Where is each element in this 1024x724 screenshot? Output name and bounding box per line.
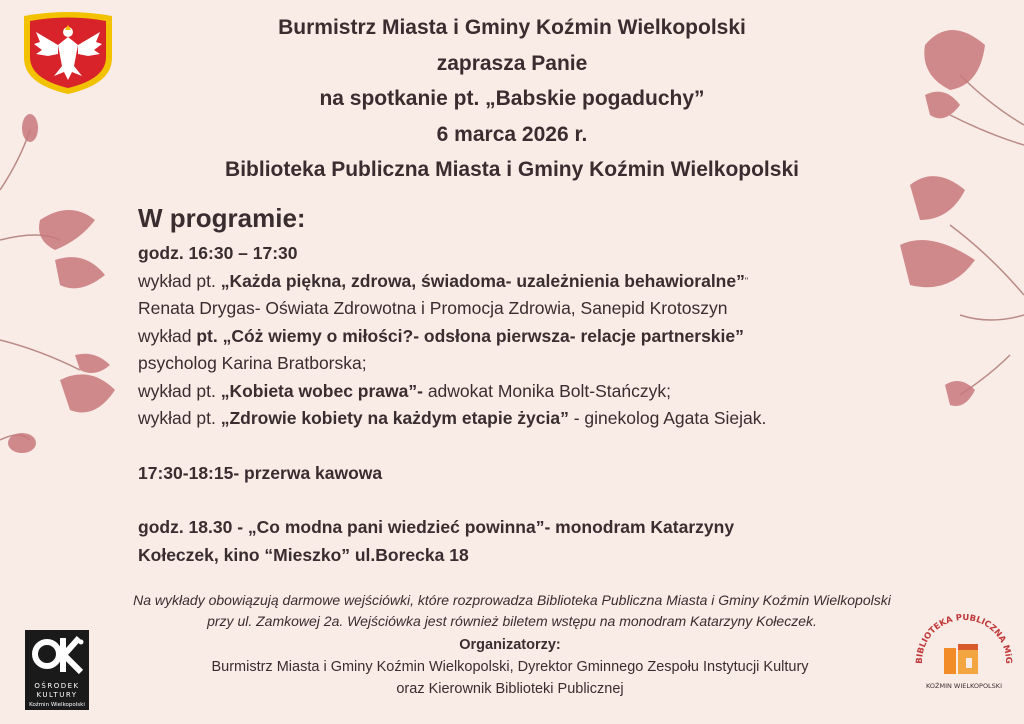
time-label: godz. 16:30 – 17:30 — [138, 243, 298, 263]
invitation-header — [0, 10, 1024, 188]
biblioteka-logo-arc: BIBLIOTEKA PUBLICZNA MiG — [914, 614, 1014, 665]
show-line-1 — [138, 514, 938, 542]
lecture-1-speaker: Renata Drygas- Oświata Zdrowotna i Promocja Zdrowia, Sanepid Krotoszyn — [138, 298, 728, 318]
osrodek-kultury-logo — [25, 630, 89, 715]
coffee-break-label: 17:30-18:15- przerwa kawowa — [138, 462, 383, 483]
lecture-1 — [138, 268, 938, 296]
program-section — [138, 202, 938, 569]
header-invites: zaprasza Panie — [436, 51, 588, 75]
header-organizer: Burmistrz Miasta i Gminy Koźmin Wielkopolski — [278, 16, 746, 39]
biblioteka-logo-sub: KOŹMIN WIELKOPOLSKI — [926, 682, 1002, 690]
lecture-4 — [138, 405, 938, 433]
organizers-line-2: oraz Kierownik Biblioteki Publicznej — [396, 681, 624, 697]
organizers-title: Organizatorzy: — [459, 637, 561, 653]
tickets-note-line-2: przy ul. Zamkowej 2a. Wejściówka jest również biletem wstępu na monodram Katarzyny Kołeczek. — [207, 613, 817, 629]
flower-left-decoration — [0, 110, 120, 475]
organizers-line-1: Burmistrz Miasta i Gminy Koźmin Wielkopolski, Dyrektor Gminnego Zespołu Instytucji Kultury — [211, 659, 809, 675]
header-event-title: na spotkanie pt. „Babskie pogaduchy” — [319, 87, 705, 110]
biblioteka-logo — [914, 614, 1014, 699]
tickets-note — [40, 590, 984, 632]
lecture-4-speaker: - ginekolog Agata Siejak. — [568, 408, 767, 428]
header-date: 6 marca 2026 r. — [436, 122, 588, 146]
lecture-3-prefix: wykład pt. — [138, 380, 221, 401]
lecture-1-suffix: " — [744, 275, 749, 286]
ok-logo-text-1: OŚRODEK — [34, 682, 80, 690]
lecture-2 — [138, 323, 938, 351]
ok-logo-text-2: KULTURY — [36, 691, 78, 699]
lecture-2-speaker: psycholog Karina Bratborska; — [138, 353, 367, 373]
show-line-1-text: godz. 18.30 - „Co modna pani wiedzieć powinna”- monodram Katarzyny — [138, 517, 735, 537]
ok-logo-text-3: Koźmin Wielkopolski — [29, 702, 85, 708]
lecture-2-title: pt. „Cóż wiemy o miłości?- odsłona pierwsza- relacje partnerskie” — [196, 325, 744, 346]
program-title: W programie: — [138, 203, 306, 233]
lecture-2-prefix: wykład — [138, 325, 197, 346]
lecture-4-title: „Zdrowie kobiety na każdym etapie życia” — [220, 408, 569, 428]
tickets-note-line-1: Na wykłady obowiązują darmowe wejściówki, które rozprowadza Biblioteka Publiczna Miasta i Gminy Koźmin Wielkopolski — [133, 592, 891, 608]
header-venue: Biblioteka Publiczna Miasta i Gminy Koźmin Wielkopolski — [225, 158, 799, 181]
lecture-3-speaker: adwokat Monika Bolt-Stańczyk; — [422, 380, 671, 401]
coffee-break — [138, 460, 938, 488]
show-line-2-text: Kołeczek, kino “Mieszko” ul.Borecka 18 — [138, 544, 469, 565]
organizers-block — [100, 634, 920, 700]
lecture-4-prefix: wykład pt. — [138, 408, 221, 428]
lecture-1-prefix: wykład pt. — [138, 270, 221, 291]
show-line-2 — [138, 542, 938, 570]
lecture-3 — [138, 378, 938, 406]
lecture-1-title: „Każda piękna, zdrowa, świadoma- uzależnienia behawioralne” — [220, 270, 745, 291]
program-time-block — [138, 240, 938, 268]
lecture-3-title: „Kobieta wobec prawa”- — [220, 380, 423, 401]
